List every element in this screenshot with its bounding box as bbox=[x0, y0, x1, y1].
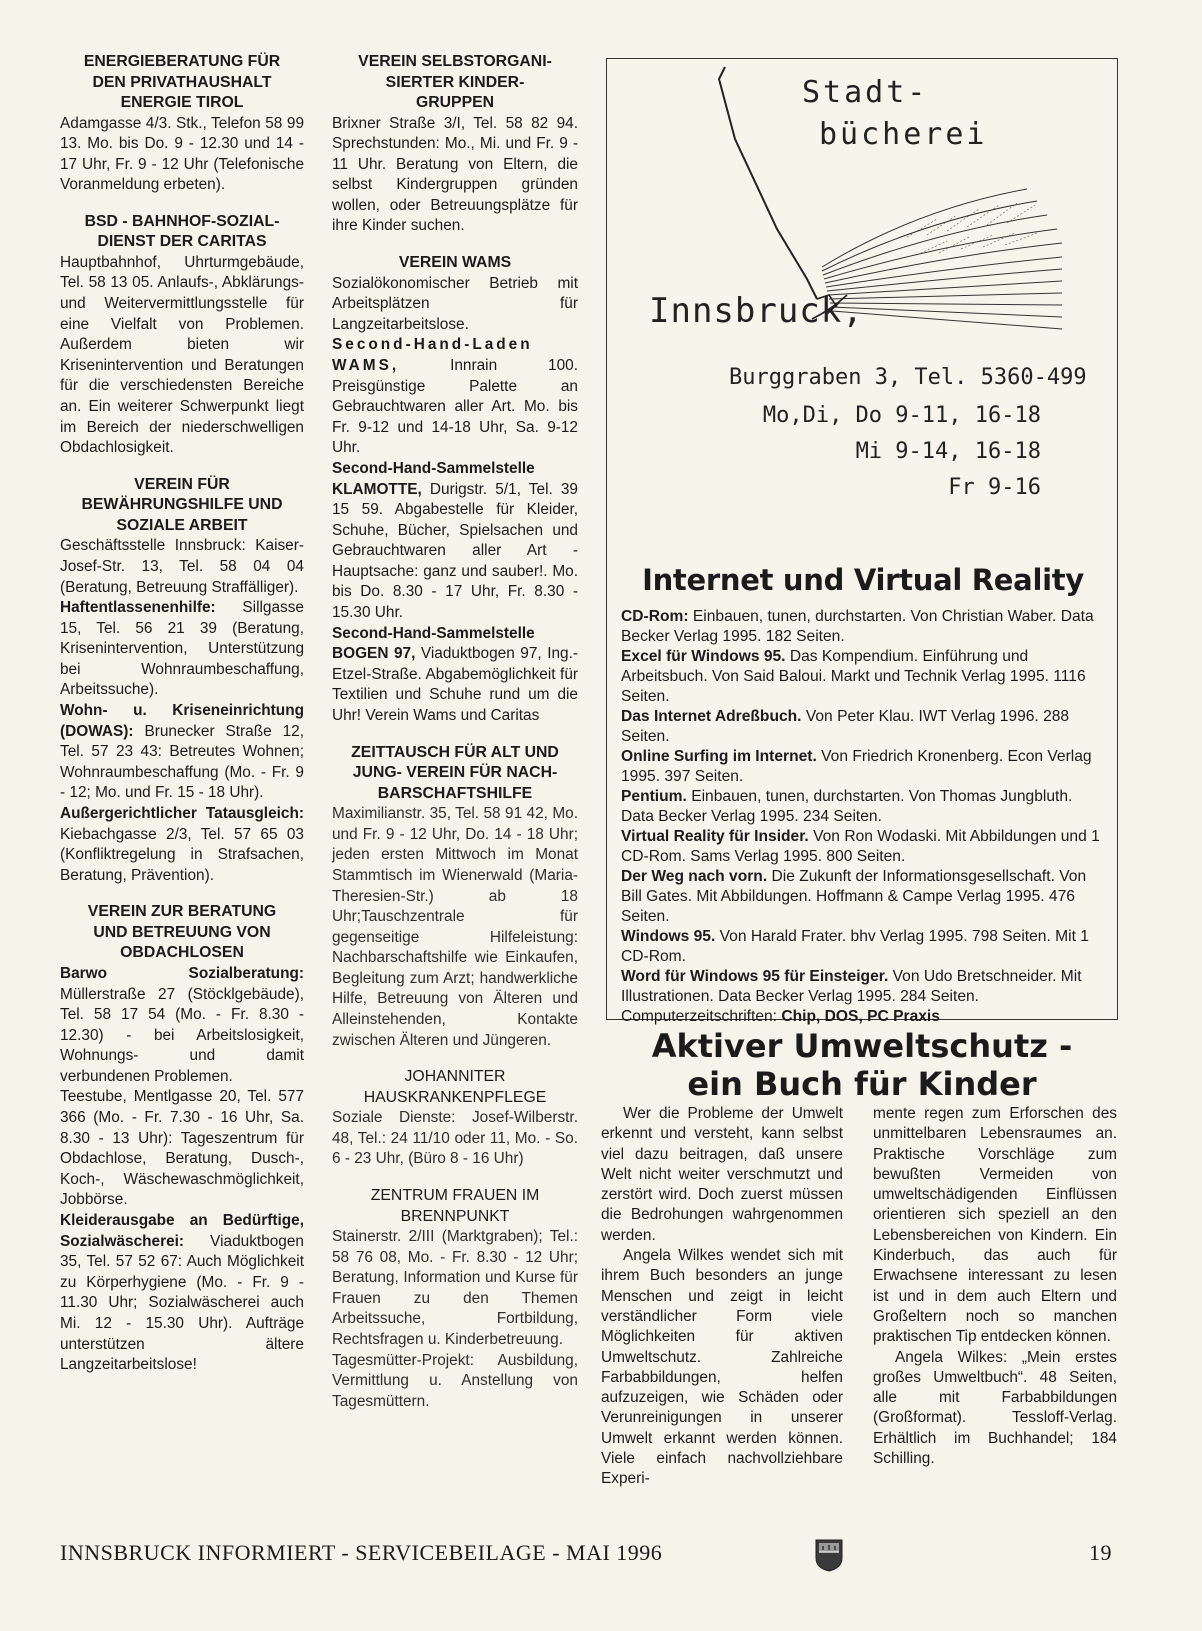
heading-frauen: ZENTRUM FRAUEN IM BRENNPUNKT bbox=[370, 1187, 540, 1225]
umwelt-column-1 bbox=[601, 1104, 843, 1490]
tagesmuetter-text: Tagesmütter-Projekt: Ausbildung, Vermittlung u. Anstellung von Tagesmüttern. bbox=[332, 1351, 578, 1410]
page-footer bbox=[60, 1540, 1120, 1574]
column-1 bbox=[60, 52, 304, 1376]
heading-johanniter: JOHANNITER HAUSKRANKENPFLEGE bbox=[363, 1068, 547, 1106]
umwelt-column-2 bbox=[873, 1104, 1117, 1469]
ad-hours-3: Fr 9-16 bbox=[948, 475, 1041, 500]
city-crest-icon bbox=[814, 1538, 844, 1572]
book-item: Das Internet Adreßbuch. Von Peter Klau. IWT Verlag 1996. 288 Seiten. bbox=[621, 708, 1070, 745]
bewaehrungshilfe-text: Geschäftsstelle Innsbruck: Kaiser-Josef-Str. 13, Tel. 58 04 04 (Beratung, Betreuung Straffälliger). bbox=[60, 537, 304, 596]
umwelt-paragraph-3: mente regen zum Erforschen des unmittelbaren Lebensraumes an. Praktische Vorschläge zum bewußten Vermeiden von umweltschädigenden Einflüssen orientieren sich speziell an den Lebensbereichen von Kindern. Ein Kinderbuch, das auch für Erwachsene interessant zu lesen ist und in dem auch Eltern und Großeltern noch so manchen praktischen Tip entdecken können. bbox=[873, 1105, 1117, 1346]
umwelt-headline: Aktiver Umweltschutz - ein Buch für Kinder bbox=[651, 1027, 1073, 1103]
book-item: Excel für Windows 95. Das Kompendium. Einführung und Arbeitsbuch. Von Said Baloui. Markt und Technik Verlag 1995. 1116 Seiten. bbox=[621, 648, 1086, 705]
heading-wams: VEREIN WAMS bbox=[398, 254, 512, 272]
book-item: Windows 95. Von Harald Frater. bhv Verlag 1995. 798 Seiten. Mit 1 CD-Rom. bbox=[621, 928, 1089, 965]
teestube-entry: Teestube, Mentlgasse 20, Tel. 577 366 (Mo. - Fr. 7.30 - 16 Uhr, Sa. 8.30 - 13 Uhr): Tageszentrum für Obdachlose, Beratung, Dusch-, Koch-, Wäschewaschmöglichkeit, Jobbörse. bbox=[60, 1088, 304, 1209]
kleiderausgabe-entry: Kleiderausgabe an Bedürftige, Sozialwäscherei: Viaduktbogen 35, Tel. 57 52 67: Auch Möglichkeit zu Körperhygiene (Mo. - Fr. 9 - 11.30 Uhr; Sozialwäscherei auch Mi. 12 - 15.30 Uhr). Aufträge unterstützen ältere Langzeitarbeitslose! bbox=[60, 1212, 304, 1374]
heading-energieberatung: ENERGIEBERATUNG FÜR DEN PRIVATHAUSHALT ENERGIE TIROL bbox=[83, 53, 281, 111]
books-title: Internet und Virtual Reality bbox=[642, 563, 1084, 597]
umwelt-paragraph-2: Angela Wilkes wendet sich mit ihrem Buch besonders an junge Menschen und zeigt in leicht verständlicher Form viele Möglichkeiten für aktiven Umweltschutz. Zahlreiche Farbabbildungen, helfen aufzuzeigen, wie Schäden oder Verunreinigungen in unserer Umwelt erkannt werden können. Viele einfach nachvollziehbare Experi- bbox=[601, 1247, 843, 1488]
page-number: 19 bbox=[1089, 1540, 1112, 1565]
bogen97-entry: Second-Hand-Sammelstelle BOGEN 97, Viaduktbogen 97, Ing.-Etzel-Straße. Abgabemöglichkeit für Textilien und Schuhe rund um die Uhr! Verein Wams und Caritas bbox=[332, 624, 579, 725]
ad-title-line2: bücherei bbox=[819, 117, 988, 152]
book-item-magazines: Computerzeitschriften: Chip, DOS, PC Praxis bbox=[621, 1008, 940, 1025]
ad-title-line1: Stadt- bbox=[802, 75, 929, 110]
kindergruppen-text: Brixner Straße 3/I, Tel. 58 82 94. Sprechstunden: Mo., Mi. und Fr. 9 - 11 Uhr. Beratung von Eltern, die selbst Kindergruppen gründen wollen, oder Betreuungsplätze für ihre Kinder suchen. bbox=[332, 114, 578, 235]
ad-hours-1: Mo,Di, Do 9-11, 16-18 bbox=[762, 403, 1041, 428]
johanniter-text: Soziale Dienste: Josef-Wilberstr. 48, Tel.: 24 11/10 oder 11, Mo. - So. 6 - 23 Uhr, (Büro 8 - 16 Uhr) bbox=[332, 1109, 578, 1168]
heading-zeittausch: ZEITTAUSCH FÜR ALT UND JUNG- VEREIN FÜR NACH- BARSCHAFTSHILFE bbox=[351, 743, 559, 802]
haftentlassenenhilfe-entry: Haftentlassenenhilfe: Sillgasse 15, Tel. 56 21 39 (Beratung, Krisenintervention, Unterstützung bei Wohnraumbeschaffung, Arbeitssuche). bbox=[60, 599, 304, 699]
book-item: Pentium. Einbauen, tunen, durchstarten. Von Thomas Jungbluth. Data Becker Verlag 1995. 234 Seiten. bbox=[621, 788, 1073, 825]
footer-publication: INNSBRUCK INFORMIERT - SERVICEBEILAGE - MAI 1996 bbox=[60, 1540, 663, 1565]
zeittausch-text: Maximilianstr. 35, Tel. 58 91 42, Mo. und Fr. 9 - 12 Uhr, Do. 14 - 18 Uhr; jeden ersten Mittwoch im Monat Stammtisch im Wienerwald (Maria-Theresien-Str.) ab 18 Uhr;Tauschzentrale für gegenseitige Hilfeleistung: Nachbarschaftshilfe wie Einkaufen, Begleitung zum Arzt; handwerkliche Hilfe, Betreuung von Älteren und Alleinstehenden, Kontakte zwischen Älteren und Jüngeren. bbox=[332, 805, 578, 1049]
column-2 bbox=[332, 52, 578, 1412]
ad-hours-2: Mi 9-14, 16-18 bbox=[855, 439, 1041, 464]
energieberatung-text: Adamgasse 4/3. Stk., Telefon 58 99 13. Mo. bis Do. 9 - 12.30 und 14 - 17 Uhr, Fr. 9 - 12 Uhr (Telefonische Voranmeldung erbeten). bbox=[60, 114, 304, 194]
book-item: Virtual Reality für Insider. Von Ron Wodaski. Mit Abbildungen und 1 CD-Rom. Sams Verlag 1995. 800 Seiten. bbox=[621, 828, 1100, 865]
ad-address: Burggraben 3, Tel. 5360-499 bbox=[729, 365, 1087, 390]
klamotte-entry: Second-Hand-Sammelstelle KLAMOTTE, Durigstr. 5/1, Tel. 39 15 59. Abgabestelle für Kleider, Schuhe, Bücher, Spielsachen und Gebrauchtwaren aller Art - Hauptsache: ganz und sauber!. Mo. bis Do. 8.30 - 17 Uhr, Fr. 8.30 - 15.30 Uhr. bbox=[332, 459, 578, 622]
book-item: Word für Windows 95 für Einsteiger. Von Udo Bretschneider. Mit Illustrationen. Data Becker Verlag 1995. 284 Seiten. bbox=[621, 968, 1082, 1005]
umwelt-paragraph-1: Wer die Probleme der Umwelt erkennt und versteht, kann selbst viel dazu beitragen, daß unsere Welt nicht weiter verschmutzt und zerstört wird. Doch zuerst müssen die Bedrohungen wahrgenommen werden. bbox=[601, 1105, 843, 1244]
ad-city: Innsbruck, bbox=[649, 291, 864, 331]
second-hand-laden-entry: Second-Hand-Laden WAMS, Innrain 100. Preisgünstige Palette an Gebrauchtwaren aller Art. Mo. bis Fr. 9-12 und 14-18 Uhr, Sa. 9-12 Uhr. bbox=[332, 336, 578, 457]
barwo-entry: Barwo Sozialberatung: Müllerstraße 27 (Stöcklgebäude), Tel. 58 17 54 (Mo. - Fr. 8.30 - 12.30) - bei Arbeitslosigkeit, Wohnungs- und damit verbundenen Problemen. bbox=[60, 964, 304, 1085]
book-item: Der Weg nach vorn. Die Zukunft der Informationsgesellschaft. Von Bill Gates. Mit Abbildungen. Hoffmann & Campe Verlag 1995. 476 Seiten. bbox=[621, 868, 1087, 925]
umwelt-paragraph-4: Angela Wilkes: „Mein erstes großes Umweltbuch“. 48 Seiten, alle mit Farbabbildungen (Großformat). Tessloff-Verlag. Erhältlich im Buchhandel; 184 Schilling. bbox=[873, 1348, 1117, 1468]
bsd-text: Hauptbahnhof, Uhrturmgebäude, Tel. 58 13 05. Anlaufs-, Abklärungs- und Weitervermittlungsstelle für eine Vielfalt von Problemen. Außerdem bieten wir Krisenintervention und Beratungen für die verschiedensten Bereiche an. Ein weiterer Schwerpunkt liegt im Bereich der niederschwelligen Obdachlosigkeit. bbox=[60, 253, 304, 457]
wams-text: Sozialökonomischer Betrieb mit Arbeitsplätzen für Langzeitarbeitslose. bbox=[332, 274, 578, 333]
book-list bbox=[621, 607, 1103, 1027]
book-item: CD-Rom: Einbauen, tunen, durchstarten. Von Christian Waber. Data Becker Verlag 1995. 182 Seiten. bbox=[621, 608, 1094, 645]
dowas-entry: Wohn- u. Kriseneinrichtung (DOWAS): Brunecker Straße 12, Tel. 57 23 43: Betreutes Wohnen; Wohnraumbeschaffung (Mo. - Fr. 9 - 12; Mo. und Fr. 15 - 18 Uhr). bbox=[60, 702, 304, 802]
frauen-text: Stainerstr. 2/III (Marktgraben); Tel.: 58 76 08, Mo. - Fr. 8.30 - 12 Uhr; Beratung, Information und Kurse für Frauen zu den Themen Arbeitssuche, Fortbildung, Rechtsfragen u. Kinderbetreuung. bbox=[332, 1228, 578, 1348]
tatausgleich-entry: Außergerichtlicher Tatausgleich: Kiebachgasse 2/3, Tel. 57 65 03 (Konfliktregelung in Strafsachen, Beratung, Prävention). bbox=[60, 805, 304, 884]
heading-kindergruppen: VEREIN SELBSTORGANI- SIERTER KINDER- GRUPPEN bbox=[358, 53, 552, 111]
heading-bsd: BSD - BAHNHOF-SOZIAL- DIENST DER CARITAS bbox=[84, 212, 280, 251]
heading-bewaehrungshilfe: VEREIN FÜR BEWÄHRUNGSHILFE UND SOZIALE ARBEIT bbox=[81, 475, 283, 534]
heading-obdachlosen: VEREIN ZUR BERATUNG UND BETREUUNG VON OBDACHLOSEN bbox=[87, 903, 277, 962]
library-ad-box bbox=[606, 58, 1118, 1025]
book-item: Online Surfing im Internet. Von Friedrich Kronenberg. Econ Verlag 1995. 397 Seiten. bbox=[621, 748, 1092, 785]
